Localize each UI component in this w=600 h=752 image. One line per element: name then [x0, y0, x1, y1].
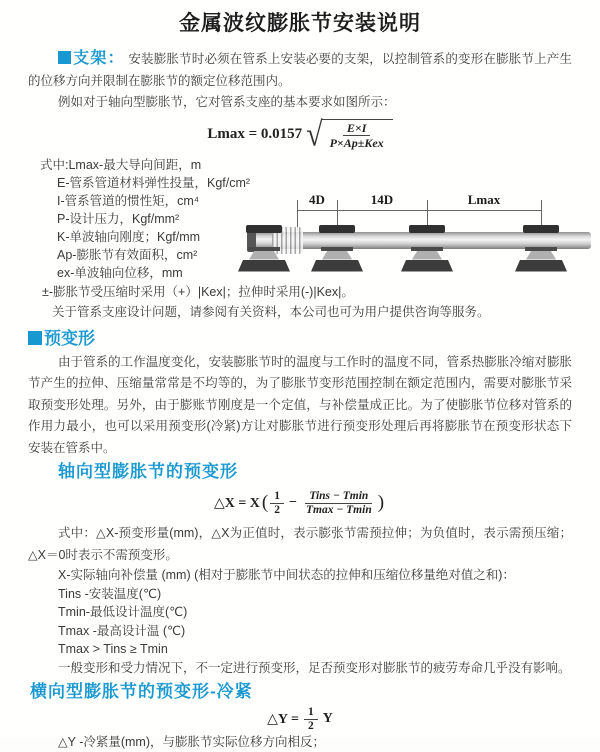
support-clamp	[246, 225, 282, 233]
lateral-subheading: 横向型膨胀节的预变形-冷紧	[30, 682, 253, 701]
support-saddle	[249, 251, 279, 260]
dim-label-4d: 4D	[309, 191, 325, 207]
definition-line: P-设计压力，Kgf/mm²	[57, 211, 180, 226]
lateral-formula-note: △Y -冷紧量(mm)，与膨胀节实际位移方向相反；	[58, 735, 326, 749]
definitions-and-diagram	[28, 156, 572, 322]
lmax-formula-lhs: Lmax = 0.0157	[207, 126, 303, 142]
support-section-heading	[58, 50, 125, 67]
predeform-paragraph: 由于管系的工作温度变化，安装膨胀节时的温度与工作时的温度不同，管系热膨胀冷缩对膨胀节产生的拉伸、压缩量常常是不均等的，为了膨胀节变形范围控制在额定范围内，需要对膨胀节采取预变形处理。另外，由于膨账节刚度是一个定值，与补偿量成正比。为了使膨胀节位移对管系的作用力最小，也可以采用预变形(冷紧)方让对膨胀节进行预变形处理后再将膨胀节在预变形状态下安装在管系中。	[28, 354, 572, 455]
support-clamp	[523, 225, 559, 233]
support-heading-label: 支架：	[73, 50, 125, 67]
support-base	[515, 260, 567, 272]
axial-spec-line: Tmax -最高设计温 (℃)	[58, 623, 186, 638]
support-saddle	[322, 251, 352, 260]
axial-formula-note: 式中：△X-预变形量(mm)，△X为正值时，表示膨张节需预拉伸；为负值时，表示需预压缩；△X＝0时表示不需预变形。	[28, 526, 572, 562]
support-example-text: 例如对于轴向型膨胀节，它对管系支座的基本要求如图所示：	[58, 95, 396, 109]
support-base	[238, 260, 290, 272]
axial-spec-line: Tmin-最低设计温度(℃)	[58, 605, 188, 619]
dimension-tick	[297, 200, 298, 230]
dim-label-14d: 14D	[370, 191, 394, 207]
temperature-fraction-denominator: Tmax − Tmin	[305, 503, 372, 516]
lmax-formula-fraction	[326, 121, 388, 150]
lateral-predeform-formula	[28, 705, 572, 733]
pipe-support-guide	[309, 192, 365, 292]
predeform-heading-label: 预变形	[44, 328, 95, 348]
support-intro-paragraph	[28, 48, 572, 92]
support-saddle	[526, 251, 556, 260]
definition-line: I-管系管道的惯性矩，cm⁴	[57, 193, 200, 208]
axial-formula-lhs: △X = X	[213, 495, 260, 511]
page-title: 金属波纹膨胀节安装说明	[179, 12, 421, 35]
open-paren: (	[261, 492, 269, 513]
lmax-formula-denominator: P×Ap±Kex	[329, 136, 384, 150]
axial-spec-line: Tins -安装温度(℃)	[58, 586, 162, 601]
support-saddle	[412, 251, 442, 260]
one-half-fraction: $\frac{1}{2}$	[304, 706, 318, 733]
lateral-formula-rhs: Y	[322, 711, 333, 726]
minus-operator: −	[288, 495, 297, 510]
pipe-support-diagram	[245, 192, 597, 292]
temperature-fraction-numerator: Tins − Tmin	[305, 490, 372, 504]
support-intro-text: 安装膨胀节时必须在管系上安装必要的支架，以控制管系的变形在膨胀节上产生的位移方向并限制在膨胀节的额定位移范围内。	[28, 52, 572, 88]
pipe-support-guide	[399, 192, 455, 292]
temperature-fraction	[302, 490, 376, 517]
axial-spec-line: X-实际轴向补偿量 (mm) (相对于膨胀节中间状态的拉伸和压缩位移量绝对值之和)：	[58, 568, 515, 582]
definition-line: 式中:Lmax-最大导向间距，m	[40, 157, 202, 172]
lateral-formula-lhs: △Y =	[267, 711, 299, 727]
support-clamp	[319, 225, 355, 233]
axial-spec-line: 一般变形和受力情况下，不一定进行预变形，足否预变形对膨胀节的疲劳寿命几乎没有影响。	[58, 660, 571, 675]
radical-icon: √ $\frac{E\times I}{\text{P×Ap±Kex}}$	[306, 119, 393, 150]
lmax-formula-numerator: E×I	[343, 121, 371, 136]
pipe-support-guide	[513, 192, 569, 292]
one-half-fraction: $\frac{1}{2}$	[270, 490, 284, 517]
definition-line: K-单波轴向刚度；Kgf/mm	[57, 229, 201, 244]
axial-predeform-formula	[28, 485, 572, 521]
section-marker-icon	[28, 331, 42, 345]
axial-spec-line: Tmax > Tins ≥ Tmin	[58, 642, 168, 656]
dim-label-lmax: Lmax	[467, 191, 501, 207]
plus-minus-note: ±-膨胀节受压缩时采用（+）|Kex|；拉伸时采用(-)|Kex|。	[42, 284, 354, 299]
section-marker-icon	[58, 51, 71, 64]
axial-subheading: 轴向型膨胀节的预变形	[58, 462, 238, 481]
lmax-formula	[28, 116, 572, 154]
service-note: 关于管系支座设计问题，请参阅有关资料，本公司也可为用户提供咨询等服务。	[52, 304, 490, 319]
predeform-section-heading	[28, 328, 572, 350]
support-base	[401, 260, 453, 272]
support-clamp	[409, 225, 445, 233]
definition-line: E-管系管道材料弹性投量，Kgf/cm²	[57, 175, 251, 190]
close-paren: )	[377, 492, 385, 513]
support-base	[311, 260, 363, 272]
pipe-support-anchor	[236, 192, 292, 292]
definition-line: ex-单波轴向位移，mm	[57, 265, 183, 280]
definition-line: Ap-膨胀节有效面积，cm²	[57, 247, 198, 262]
